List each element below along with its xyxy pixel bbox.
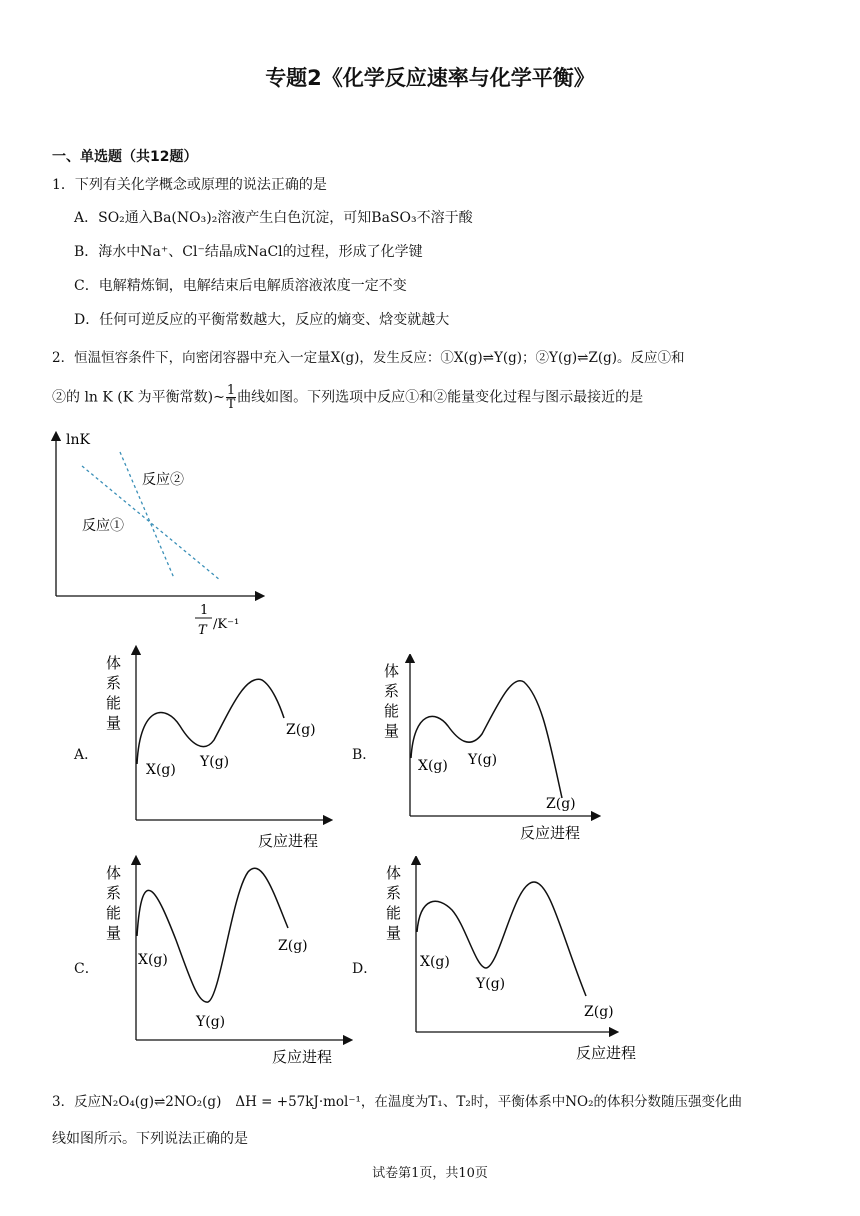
q3-line1 [52,1090,742,1110]
label-x: X(g) [418,758,448,774]
page-footer: 试卷第1页，共10页 [372,1166,488,1181]
energy-curve-a [137,679,284,764]
q2-frac-den: T [226,397,236,412]
label-x: X(g) [138,952,168,968]
xlabel: 反应进程 [272,1048,333,1066]
ylabel-char: 能 [384,702,400,720]
label-z: Z(g) [278,938,308,954]
page-title: 专题2《化学反应速率与化学平衡》 [265,66,595,90]
q1-option-a: A．SO₂通入Ba(NO₃)₂溶液产生白色沉淀，可知BaSO₃不溶于酸 [74,210,473,226]
ylabel-char: 量 [106,924,122,942]
energy-chart-d [378,856,648,1066]
label-y: Y(g) [200,754,230,770]
ylabel-char: 系 [106,884,122,902]
ylabel-char: 系 [386,884,402,902]
q3-line2: 线如图所示。下列说法正确的是 [52,1131,248,1147]
q3-line1-a: 3．反应N₂O₄(g)⇌2NO₂(g) [52,1094,222,1110]
lnk-chart [40,428,270,648]
section-heading: 一、单选题（共12题） [52,149,198,165]
label-y: Y(g) [196,1014,226,1030]
lnk-x-unit: /K⁻¹ [213,617,240,632]
label-z: Z(g) [546,796,576,812]
q1-option-d: D．任何可逆反应的平衡常数越大，反应的熵变、焓变就越大 [74,312,450,328]
energy-curve-b [411,681,562,798]
label-z: Z(g) [286,722,316,738]
q2-line2-a: ②的 ln K (K 为平衡常数)~ [52,389,225,406]
ylabel-char: 体 [384,662,400,680]
ylabel-char: 系 [106,674,122,692]
q2-line1: 2．恒温恒容条件下，向密闭容器中充入一定量X(g)，发生反应：①X(g)⇌Y(g)；②Y(g)⇌Z(g)。反应①和 [52,350,685,366]
label-x: X(g) [420,954,450,970]
reaction2-line [120,452,174,578]
energy-chart-c [96,854,356,1066]
label-z: Z(g) [584,1004,614,1020]
option-a-label: A． [74,747,99,763]
ylabel-char: 能 [106,694,122,712]
ylabel-char: 能 [106,904,122,922]
xlabel: 反应进程 [520,824,581,842]
energy-chart-b [374,654,614,850]
ylabel-char: 能 [386,904,402,922]
ylabel-char: 体 [106,654,122,672]
ylabel-char: 系 [384,682,400,700]
option-b-label: B． [352,747,377,763]
q2-frac-num: 1 [226,383,236,398]
xlabel: 反应进程 [258,832,319,850]
lnk-x-num: 1 [200,603,209,618]
ylabel-char: 量 [386,924,402,942]
q2-line2 [52,384,643,411]
q2-fraction [226,384,236,411]
ylabel-char: 量 [384,722,400,740]
q1-option-b: B．海水中Na⁺、Cl⁻结晶成NaCl的过程，形成了化学键 [74,244,423,260]
ylabel-char: 体 [386,864,402,882]
option-d-label: D． [352,961,378,977]
lnk-y-label: lnK [66,432,90,448]
q2-line2-b: 曲线如图。下列选项中反应①和②能量变化过程与图示最接近的是 [237,389,644,406]
xlabel: 反应进程 [576,1044,637,1062]
energy-chart-a [96,644,336,854]
ylabel-char: 量 [106,714,122,732]
q1-stem: 1．下列有关化学概念或原理的说法正确的是 [52,177,327,193]
label-x: X(g) [146,762,176,778]
q3-line1-b: ΔH = +57kJ·mol⁻¹，在温度为T₁、T₂时，平衡体系中NO₂的体积分数随压强变化曲 [235,1094,743,1110]
energy-curve-c [137,868,288,1002]
option-c-label: C． [74,961,99,977]
label-y: Y(g) [476,976,506,992]
reaction2-label: 反应② [142,472,184,488]
reaction1-label: 反应① [82,518,124,534]
q1-option-c: C．电解精炼铜，电解结束后电解质溶液浓度一定不变 [74,278,407,294]
ylabel-char: 体 [106,864,122,882]
lnk-x-den: T [198,623,207,638]
label-y: Y(g) [468,752,498,768]
